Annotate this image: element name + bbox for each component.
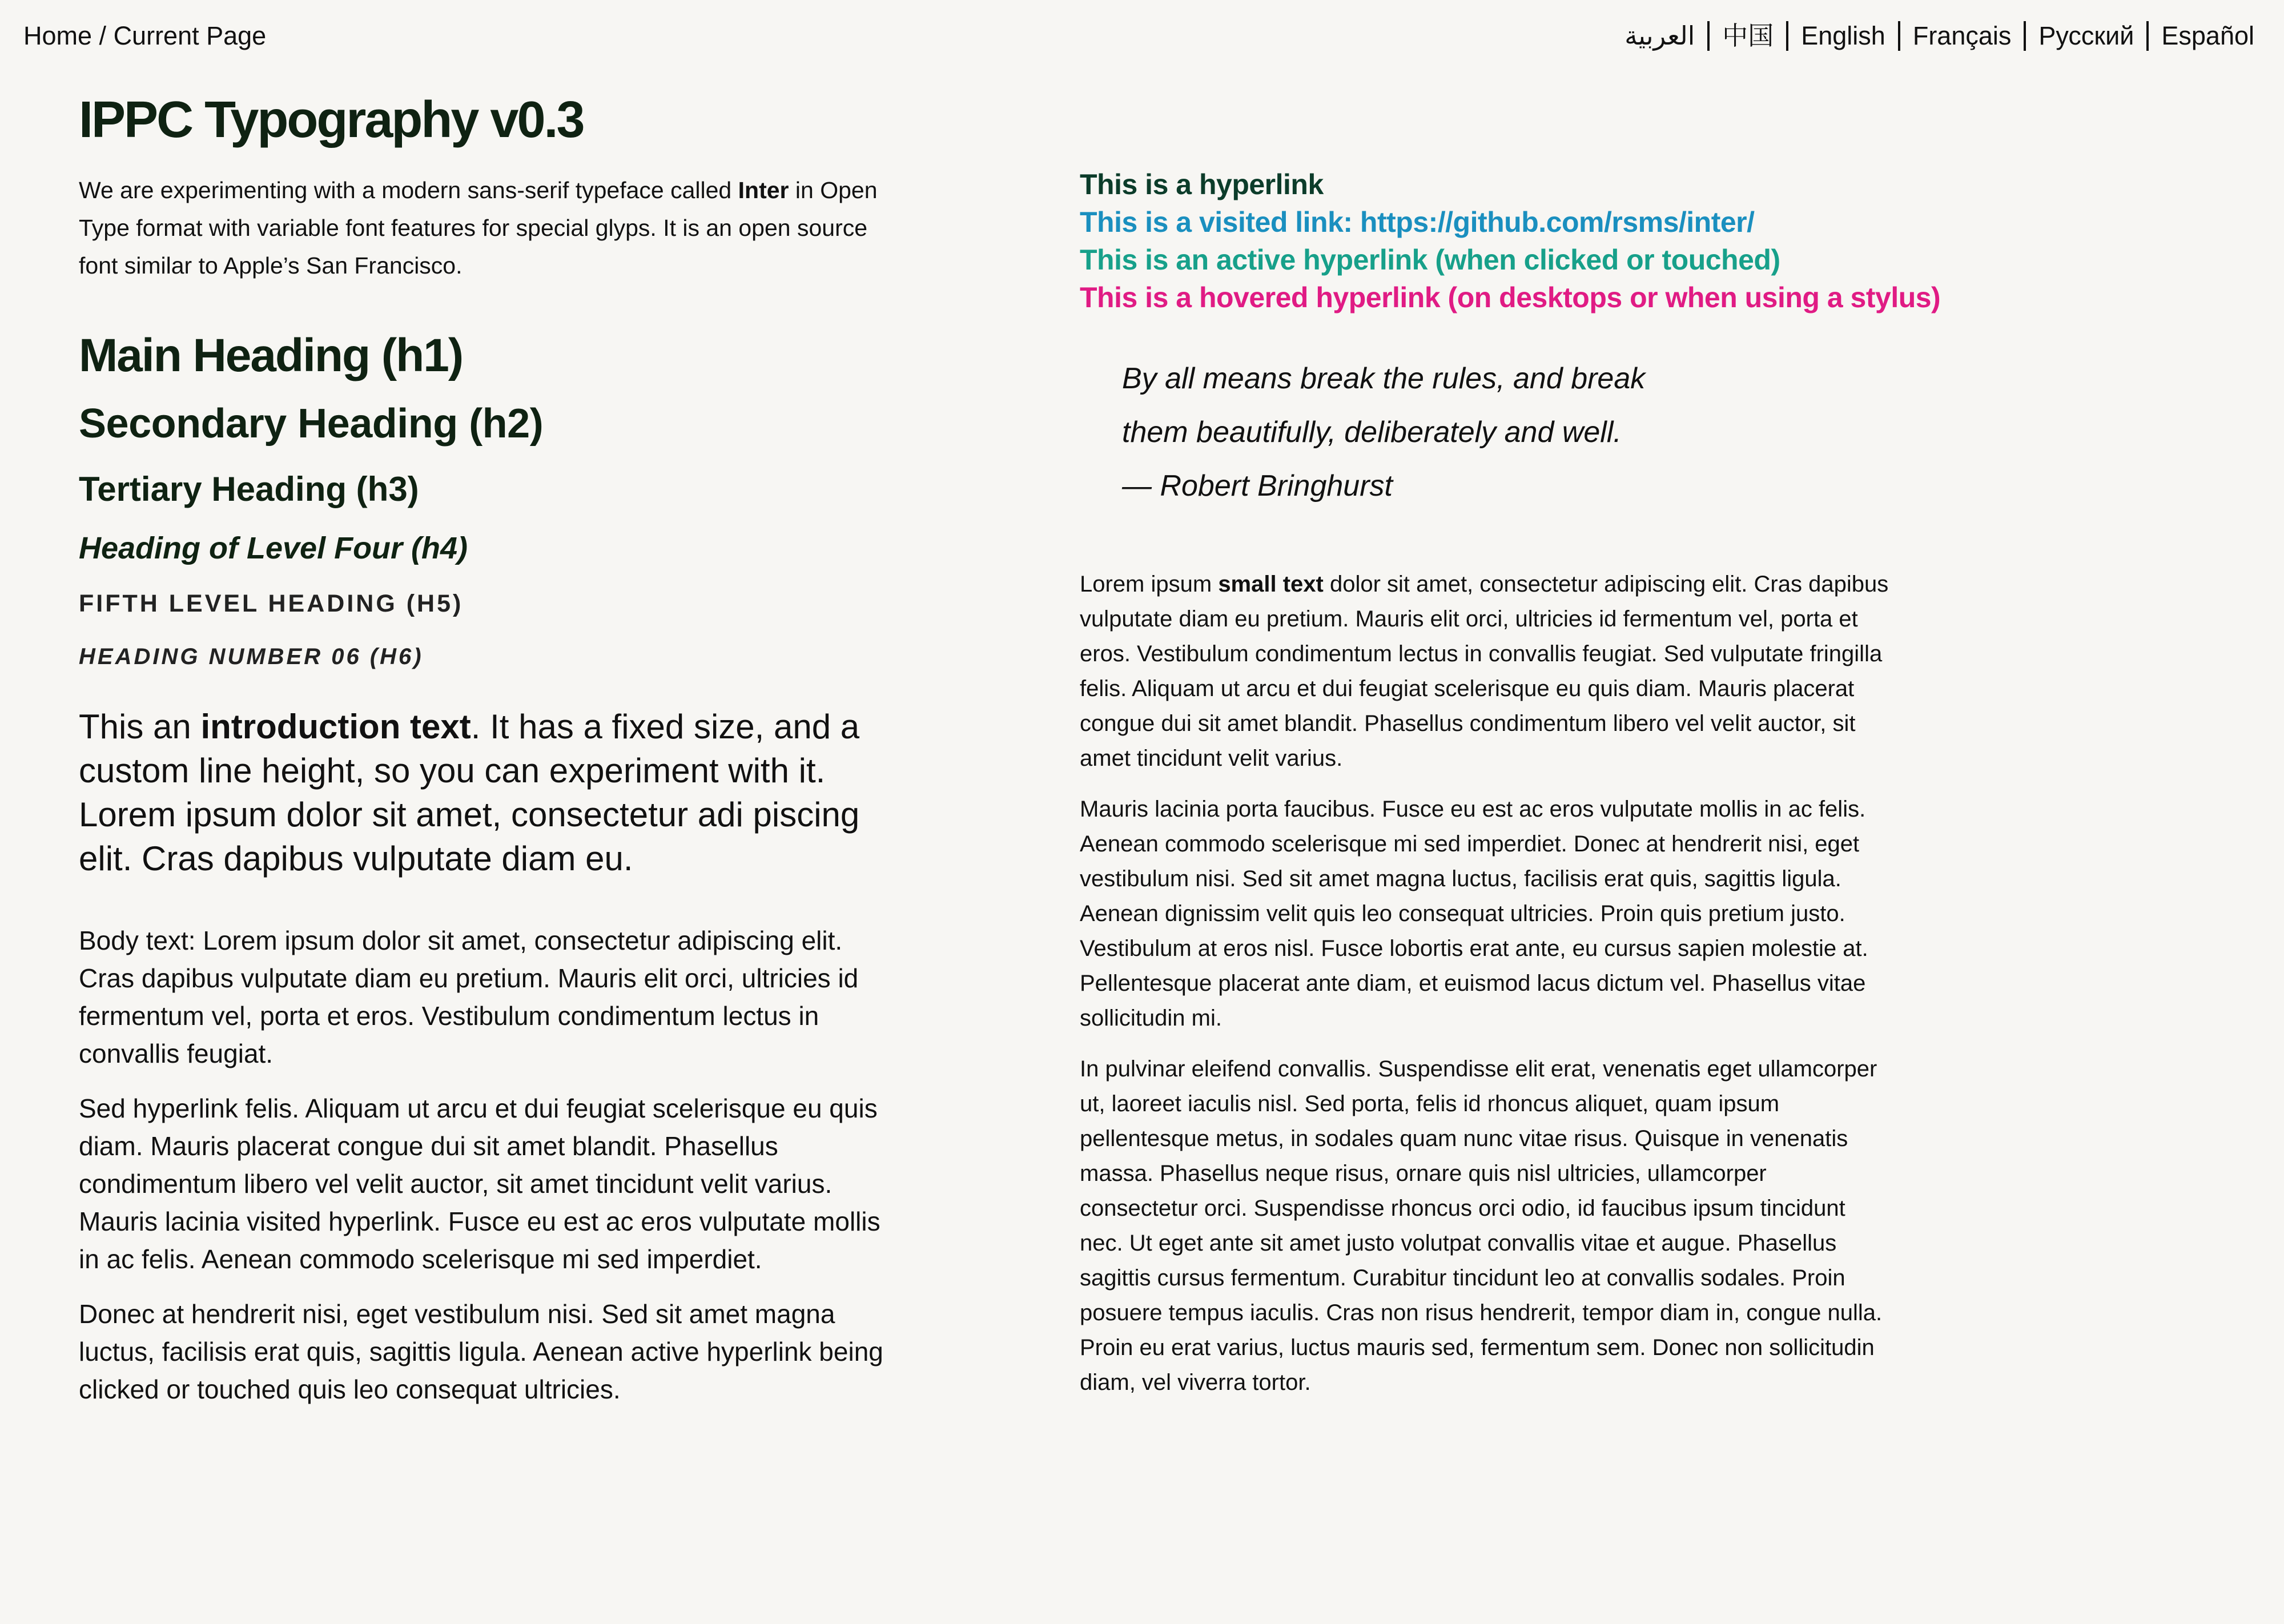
quote-line-2: them beautifully, deliberately and well. (1122, 416, 1622, 449)
left-column (79, 86, 890, 1408)
small-paragraph-1 (1080, 567, 1891, 776)
heading-h6: HEADING NUMBER 06 (H6) (79, 644, 424, 669)
heading-h4: Heading of Level Four (h4) (79, 531, 468, 565)
intro-text-bold: Inter (738, 177, 789, 203)
language-russian[interactable]: Русский (2024, 21, 2146, 51)
intro-text-before: We are experimenting with a modern sans-serif typeface called (79, 177, 738, 203)
right-column (1080, 166, 2050, 1400)
small-text-after: dolor sit amet, consectetur adipiscing elit. Cras dapibus vulputate diam eu pretium. Mauris elit orci, ultricies id fermentum vel, porta et eros. Vestibulum condimentum lectus in convallis feugiat. Sed vulputate fringilla felis. Aliquam ut arcu et dui feugiat scelerisque eu quis diam. Mauris placerat congue dui sit amet blandit. Phasellus condimentum libero vel velit auctor, sit amet tincidunt velit varius. (1080, 572, 1889, 771)
lead-text-after: . It has a fixed size, and a custom line height, so you can experiment with it. Lorem ipsum dolor sit amet, consectetur adi piscing elit. Cras dapibus vulputate diam eu. (79, 708, 860, 878)
body-paragraph-1: Body text: Lorem ipsum dolor sit amet, consectetur adipiscing elit. Cras dapibus vulputate diam eu pretium. Mauris elit orci, ultricies id fermentum vel, porta et eros. Vestibulum condimentum lectus in convallis feugiat. (79, 926, 859, 1068)
body-paragraph-3: Donec at hendrerit nisi, eget vestibulum nisi. Sed sit amet magna luctus, facilisis erat quis, sagittis ligula. Aenean active hyperlink being clicked or touched quis leo consequat ultricies. (79, 1299, 883, 1404)
lead-text-before: This an (79, 708, 201, 746)
small-text-bold: small text (1218, 572, 1324, 597)
language-chinese[interactable]: 中国 (1707, 21, 1786, 51)
small-text-before: Lorem ipsum (1080, 572, 1219, 597)
language-switcher (1624, 21, 2254, 51)
link-samples (1080, 166, 2050, 316)
heading-h3: Tertiary Heading (h3) (79, 470, 419, 508)
heading-h2: Secondary Heading (h2) (79, 401, 544, 447)
lead-paragraph (79, 705, 890, 881)
heading-h5: FIFTH LEVEL HEADING (H5) (79, 590, 464, 617)
page-title: IPPC Typography v0.3 (79, 91, 584, 148)
heading-h1: Main Heading (h1) (79, 329, 463, 381)
body-paragraph-2: Sed hyperlink felis. Aliquam ut arcu et dui feugiat scelerisque eu quis diam. Mauris placerat congue dui sit amet blandit. Phasellus condimentum libero vel velit auctor, sit amet tincidunt velit varius. Mauris lacinia visited hyperlink. Fusce eu est ac eros vulputate mollis in ac felis. Aenean commodo scelerisque mi sed imperdiet. (79, 1094, 880, 1274)
language-spanish[interactable]: Español (2146, 21, 2254, 51)
visited-link-sample[interactable]: This is a visited link: https://github.com/rsms/inter/ (1080, 206, 1755, 238)
language-arabic[interactable]: العربية (1624, 21, 1695, 50)
quote-line-1: By all means break the rules, and break (1122, 362, 1646, 395)
intro-paragraph (79, 171, 890, 284)
hyperlink-sample[interactable]: This is a hyperlink (1080, 168, 1324, 200)
lead-text-bold: introduction text (200, 708, 471, 746)
hovered-link-sample[interactable]: This is a hovered hyperlink (on desktops or when using a stylus) (1080, 282, 1941, 313)
breadcrumb-current: Current Page (113, 21, 267, 50)
active-link-sample[interactable]: This is an active hyperlink (when clicked or touched) (1080, 244, 1780, 276)
top-bar (0, 0, 2284, 71)
breadcrumb (23, 21, 266, 51)
breadcrumb-separator: / (92, 21, 114, 50)
breadcrumb-home-link[interactable]: Home (23, 21, 93, 50)
quote-author: — Robert Bringhurst (1122, 469, 1393, 503)
blockquote (1122, 352, 2050, 513)
language-french[interactable]: Français (1898, 21, 2024, 51)
small-paragraph-3: In pulvinar eleifend convallis. Suspendisse elit erat, venenatis eget ullamcorper ut, laoreet iaculis nisl. Sed porta, felis id rhoncus aliquet, quam ipsum pellentesque metus, in sodales quam nunc vitae risus. Quisque in venenatis massa. Phasellus neque risus, ornare quis nisl ultricies, ullamcorper consectetur orci. Suspendisse rhoncus orci odio, id faucibus ipsum tincidunt nec. Ut eget ante sit amet justo volutpat convallis vitae et augue. Phasellus sagittis cursus fermentum. Curabitur tincidunt leo at convallis sodales. Proin posuere tempus iaculis. Cras non risus hendrerit, tempor diam in, congue nulla. Proin eu erat varius, luctus mauris sed, fermentum sem. Donec non sollicitudin diam, vel viverra tortor. (1080, 1056, 1883, 1395)
intro-text-after: in Open Type format with variable font features for special glyps. It is an open source font similar to Apple’s San Francisco. (79, 177, 878, 279)
language-english[interactable]: English (1786, 21, 1898, 51)
small-paragraph-2: Mauris lacinia porta faucibus. Fusce eu est ac eros vulputate mollis in ac felis. Aenean commodo scelerisque mi sed imperdiet. Donec at hendrerit nisi, eget vestibulum nisi. Sed sit amet magna luctus, facilisis erat quis, sagittis ligula. Aenean dignissim velit quis leo consequat ultricies. Proin quis pretium justo. Vestibulum at eros nisl. Fusce lobortis erat ante, eu cursus sapien molestie at. Pellentesque placerat ante diam, et euismod lacus dictum vel. Phasellus vitae sollicitudin mi. (1080, 797, 1868, 1031)
